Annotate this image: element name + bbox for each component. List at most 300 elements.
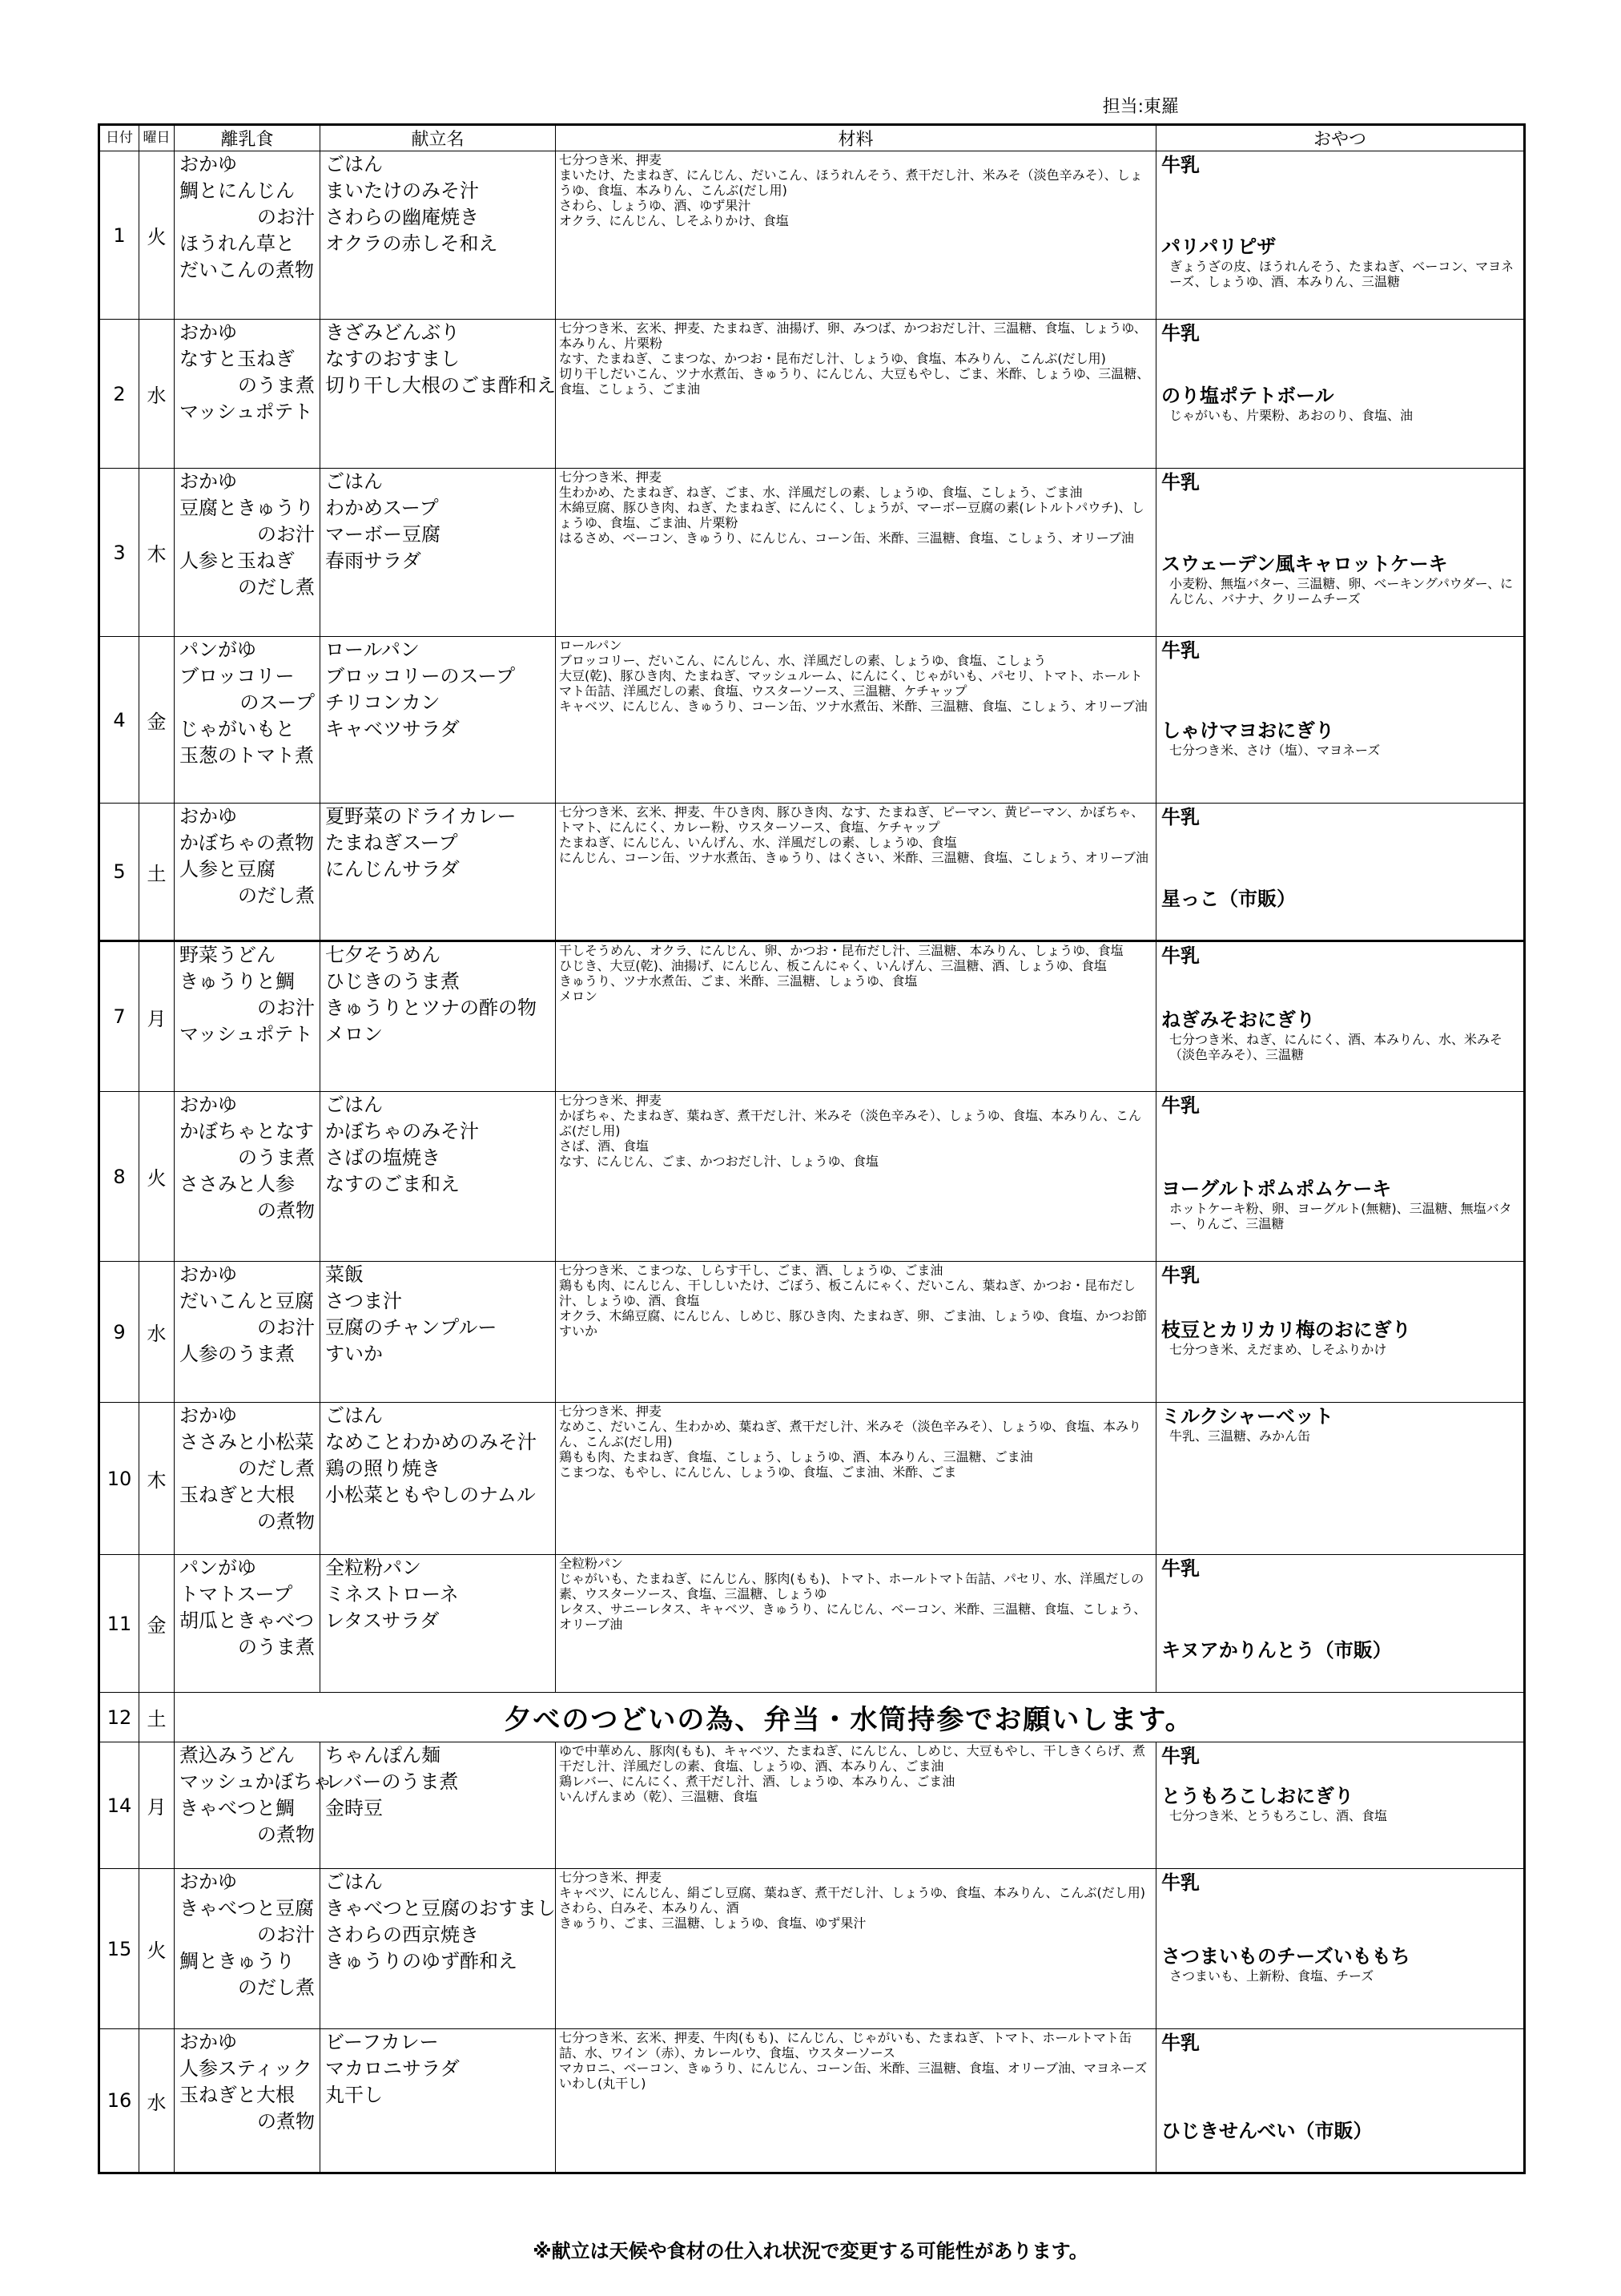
snack-name: 牛乳 [1161,1745,1200,1767]
ingredient-line: 七分つき米、押麦 [559,469,662,485]
snack-name: 牛乳 [1161,806,1200,828]
snack-ingredients: 七分つき米、えだまめ、しそふりかけ [1169,1342,1387,1357]
baby-food-item: なすと玉ねぎ [179,348,295,370]
day-weekday: 火 [139,151,175,320]
day-weekday: 月 [139,1742,175,1869]
ingredient-line: さわら、しょうゆ、酒、ゆず果汁 [559,198,751,213]
snack-name: 牛乳 [1161,322,1200,344]
baby-food-cell [175,1555,320,1693]
baby-food-list [175,469,320,601]
snack-name: 牛乳 [1161,154,1200,176]
menu-item: ロールパン [325,638,420,661]
snack-cell [1156,1742,1525,1869]
baby-food-item: 人参と豆腐 [179,858,276,880]
baby-food-cell [175,1742,332,1869]
day-date: 9 [99,1262,139,1403]
baby-food-item: 人参と玉ねぎ [179,550,295,572]
baby-food-list [175,1555,320,1661]
ingredients-cell [556,804,1156,941]
snack-list [1156,804,1523,912]
snack-name: 牛乳 [1161,1557,1200,1580]
menu-list [320,804,555,883]
menu-item: 春雨サラダ [325,550,421,572]
menu-body [99,151,1525,2173]
day-date: 7 [99,941,139,1092]
ingredient-line: にんじん、コーン缶、ツナ水煮缶、きゅうり、はくさい、米酢、三温糖、食塩、こしょう、オリーブ油 [559,850,1148,865]
baby-food-list [175,1869,320,2001]
ingredient-line: マカロニ、ベーコン、きゅうり、にんじん、コーン缶、米酢、三温糖、食塩、オリーブ油、マヨネーズ [559,2060,1148,2076]
menu-list [320,1742,555,1822]
menu-list [320,1092,555,1198]
snack-list [1156,1092,1523,1233]
ingredient-line: キャベツ、にんじん、きゅうり、コーン缶、ツナ水煮缶、米酢、三温糖、食塩、こしょう、オリーブ油 [559,699,1148,714]
baby-food-list [175,942,320,1048]
ingredient-line: なす、たまねぎ、こまつな、かつお・昆布だし汁、しょうゆ、食塩、本みりん、こんぶ(だし用) [559,351,1106,366]
menu-item: マーボー豆腐 [325,523,440,546]
menu-list [320,637,555,743]
menu-list [320,469,555,574]
menu-list [320,942,555,1048]
menu-item: きゅうりとツナの酢の物 [325,997,537,1019]
ingredient-line: いわし(丸干し) [559,2076,646,2091]
baby-food-item: だいこんの煮物 [179,259,314,281]
baby-food-list [175,2029,320,2135]
day-weekday: 火 [139,1869,175,2029]
menu-list [320,2029,555,2109]
menu-item: きざみどんぶり [325,321,460,344]
snack-ingredients: ホットケーキ粉、卵、ヨーグルト(無糖)、三温糖、無塩バター、りんご、三温糖 [1169,1201,1512,1231]
day-date: 10 [99,1403,139,1555]
baby-food-list [175,1262,320,1368]
ingredient-line: はるさめ、ベーコン、きゅうり、にんじん、コーン缶、米酢、三温糖、食塩、こしょう、オリーブ油 [559,530,1134,546]
menu-cell [320,941,556,1092]
snack-ingredients: 七分つき米、ねぎ、にんにく、酒、本みりん、水、米みそ（淡色辛みそ）、三温糖 [1169,1032,1503,1062]
day-row [99,1869,1525,2029]
baby-food-item: きゃべつと鯛 [179,1797,295,1819]
footer-note: ※献立は天候や食材の仕入れ状況で変更する可能性があります。 [533,2240,1088,2262]
menu-cell [320,1869,556,2029]
baby-food-item: だいこんと豆腐 [179,1290,314,1312]
menu-item: ミネストローネ [325,1583,459,1605]
menu-item: まいたけのみそ汁 [325,179,479,202]
snack-name: 星っこ（市販） [1161,888,1296,910]
header-ingredients: 材料 [556,125,1156,151]
menu-item: ひじきのうま煮 [325,970,460,993]
ingredients-list [556,320,1156,397]
baby-food-item: のうま煮 [238,374,315,397]
ingredient-line: 木綿豆腐、豚ひき肉、ねぎ、たまねぎ、にんにく、しょうが、マーボー豆腐の素(レトルトパウチ)、しょうゆ、食塩、ごま油、片栗粉 [559,500,1144,530]
snack-list [1156,942,1523,1064]
menu-cell [320,1742,556,1869]
menu-item: 夏野菜のドライカレー [325,805,517,828]
baby-food-cell [175,804,320,941]
day-weekday: 金 [139,1555,175,1693]
ingredient-line: こまつな、もやし、にんじん、しょうゆ、食塩、ごま油、米酢、ごま [559,1464,957,1480]
ingredients-cell [556,320,1156,469]
menu-item: わかめスープ [325,497,439,519]
baby-food-item: のお汁 [257,206,315,228]
ingredients-list [556,942,1156,1005]
baby-food-item: じゃがいもと [179,718,295,740]
day-row [99,1092,1525,1262]
menu-item: 豆腐のチャンプルー [325,1316,497,1339]
snack-cell [1156,1555,1525,1693]
snack-name: 牛乳 [1161,471,1200,493]
ingredient-line: かぼちゃ、たまねぎ、葉ねぎ、煮干だし汁、米みそ（淡色辛みそ）、しょうゆ、食塩、本みりん、こんぶ(だし用) [559,1108,1142,1138]
ingredient-line: 切り干しだいこん、ツナ水煮缶、きゅうり、にんじん、大豆もやし、ごま、米酢、しょうゆ、三温糖、食塩、こしょう、ごま油 [559,366,1150,397]
baby-food-item: のだし煮 [238,884,315,907]
snack-name: 牛乳 [1161,1094,1200,1117]
menu-item: さつま汁 [325,1290,402,1312]
day-date: 14 [99,1742,139,1869]
ingredient-line: オクラ、にんじん、しそふりかけ、食塩 [559,213,789,228]
snack-cell [1156,469,1525,637]
menu-item: 鶏の照り焼き [325,1457,440,1480]
snack-cell [1156,151,1525,320]
ingredients-list [556,1742,1156,1805]
snack-name: 牛乳 [1161,1264,1200,1287]
baby-food-cell [175,941,320,1092]
header-date: 日付 [99,125,139,151]
day-date: 15 [99,1869,139,2029]
day-row [99,1693,1525,1742]
menu-item: チリコンカン [325,691,440,714]
person-in-charge: 担当:東羅 [1102,97,1179,117]
ingredient-line: 七分つき米、押麦 [559,1870,662,1885]
day-row [99,2029,1525,2173]
day-row [99,637,1525,804]
menu-item: 丸干し [325,2084,383,2106]
day-date: 11 [99,1555,139,1693]
day-date: 2 [99,320,139,469]
ingredient-line: まいたけ、たまねぎ、にんじん、だいこん、ほうれんそう、煮干だし汁、米みそ（淡色辛みそ）、しょうゆ、食塩、本みりん、こんぶ(だし用) [559,167,1143,198]
baby-food-cell [175,1262,320,1403]
baby-food-item: のだし煮 [238,576,315,598]
snack-ingredients: 七分つき米、とうもろこし、酒、食塩 [1169,1808,1388,1823]
menu-item: ごはん [325,1404,383,1427]
ingredients-cell [556,2029,1156,2173]
ingredient-line: レタス、サニーレタス、キャベツ、きゅうり、にんじん、ベーコン、米酢、三温糖、食塩、こしょう、オリーブ油 [559,1601,1147,1632]
ingredients-list [556,1262,1156,1339]
snack-name: ねぎみそおにぎり [1161,1009,1315,1031]
ingredient-line: 七分つき米、玄米、押麦、牛肉(もも)、にんじん、じゃがいも、たまねぎ、トマト、ホールトマト缶詰、水、ワイン（赤）、カレールウ、食塩、ウスターソース [559,2030,1132,2060]
snack-ingredients: さつまいも、上新粉、食塩、チーズ [1169,1968,1374,1984]
ingredients-list [556,1555,1156,1633]
snack-name: さつまいものチーズいももち [1161,1945,1410,1968]
menu-item: マカロニサラダ [325,2057,460,2080]
ingredient-line: なす、にんじん、ごま、かつおだし汁、しょうゆ、食塩 [559,1154,879,1169]
menu-cell [320,637,556,804]
baby-food-item: 煮込みうどん [179,1744,295,1766]
menu-item: キャベツサラダ [325,718,460,740]
baby-food-item: おかゆ [179,1871,237,1893]
baby-food-item: のお汁 [257,523,315,546]
menu-item: レバーのうま煮 [325,1770,459,1793]
baby-food-item: 胡瓜ときゃべつ [179,1609,314,1632]
day-row [99,1403,1525,1555]
menu-cell [320,1092,556,1262]
menu-table [98,123,1526,2174]
baby-food-cell [175,469,320,637]
day-weekday: 水 [139,2029,175,2173]
baby-food-item: 玉ねぎと大根 [179,2084,295,2106]
menu-item: 切り干し大根のごま酢和え [325,374,556,397]
ingredient-line: いんげんまめ（乾）、三温糖、食塩 [559,1789,758,1804]
ingredient-line: 七分つき米、押麦 [559,1404,662,1419]
snack-name: キヌアかりんとう（市販） [1161,1639,1392,1662]
ingredient-line: メロン [559,989,598,1004]
baby-food-item: おかゆ [179,2031,237,2053]
menu-item: オクラの赤しそ和え [325,232,498,255]
baby-food-cell [175,1092,320,1262]
menu-item: すいか [325,1343,383,1365]
menu-cell [320,1403,556,1555]
baby-food-cell [175,320,320,469]
day-date: 8 [99,1092,139,1262]
menu-item: レタスサラダ [325,1609,440,1632]
snack-list [1156,151,1523,291]
ingredient-line: 鶏もも肉、たまねぎ、食塩、こしょう、しょうゆ、酒、本みりん、三温糖、ごま油 [559,1449,1033,1464]
baby-food-cell [175,2029,320,2173]
ingredient-line: きゅうり、ツナ水煮缶、ごま、米酢、三温糖、しょうゆ、食塩 [559,973,918,989]
day-date: 3 [99,469,139,637]
menu-list [320,1403,555,1509]
menu-cell [320,320,556,469]
baby-food-item: のだし煮 [238,1976,315,1999]
ingredients-cell [556,469,1156,637]
baby-food-item: 豆腐ときゅうり [179,497,314,519]
snack-cell [1156,1403,1525,1555]
baby-food-item: のお汁 [257,1923,315,1946]
ingredient-line: ゆで中華めん、豚肉(もも)、キャベツ、たまねぎ、にんじん、しめじ、大豆もやし、干しきくらげ、煮干だし汁、洋風だしの素、食塩、しょうゆ、酒、本みりん、ごま油 [559,1743,1146,1774]
baby-food-item: おかゆ [179,321,237,344]
ingredients-list [556,2029,1156,2092]
snack-list [1156,1555,1523,1664]
baby-food-item: の煮物 [257,2110,315,2133]
baby-food-item: のスープ [239,691,315,714]
baby-food-item: かぼちゃの煮物 [179,832,314,854]
header-snack: おやつ [1156,125,1525,151]
snack-name: 牛乳 [1161,2032,1200,2054]
menu-item: なすのごま和え [325,1173,460,1195]
menu-item: ごはん [325,470,383,493]
snack-name: ひじきせんべい（市販） [1161,2120,1373,2142]
snack-ingredients: 小麦粉、無塩バター、三温糖、卵、ベーキングパウダー、にんじん、バナナ、クリームチーズ [1169,576,1514,606]
baby-food-item: ささみと小松菜 [179,1431,314,1453]
baby-food-list [175,320,320,425]
ingredient-line: 七分つき米、玄米、押麦、牛ひき肉、豚ひき肉、なす、たまねぎ、ピーマン、黄ピーマン、かぼちゃ、トマト、にんにく、カレー粉、ウスターソース、食塩、ケチャップ [559,804,1144,835]
day-row [99,469,1525,637]
day-date: 5 [99,804,139,941]
ingredient-line: 七分つき米、玄米、押麦、たまねぎ、油揚げ、卵、みつば、かつおだし汁、三温糖、食塩、しょうゆ、本みりん、片栗粉 [559,320,1147,351]
ingredient-line: オクラ、木綿豆腐、にんじん、しめじ、豚ひき肉、たまねぎ、卵、ごま油、しょうゆ、食塩、かつお節 [559,1308,1148,1323]
ingredient-line: すいか [559,1323,598,1339]
menu-list [320,1555,555,1634]
day-date: 16 [99,2029,139,2173]
menu-list [320,1869,555,1975]
menu-item: なすのおすまし [325,348,460,370]
baby-food-list [175,1742,332,1848]
baby-food-item: きゅうりと鯛 [179,970,295,993]
ingredient-line: 鶏レバー、にんにく、煮干だし汁、酒、しょうゆ、本みりん、ごま油 [559,1774,955,1789]
ingredient-line: ひじき、大豆(乾)、油揚げ、にんじん、板こんにゃく、いんげん、三温糖、酒、しょうゆ、食塩 [559,958,1107,973]
baby-food-item: のうま煮 [238,1636,315,1658]
snack-name: 牛乳 [1161,639,1200,662]
menu-item: 金時豆 [325,1797,383,1819]
baby-food-list [175,1403,320,1535]
snack-cell [1156,1262,1525,1403]
menu-item: ちゃんぽん麺 [325,1744,440,1766]
menu-list [320,1262,555,1368]
menu-item: たまねぎスープ [325,832,458,854]
baby-food-cell [175,151,320,320]
snack-cell [1156,941,1525,1092]
day-weekday: 水 [139,320,175,469]
menu-item: ごはん [325,153,383,175]
baby-food-cell [175,1869,320,2029]
ingredient-line: 生わかめ、たまねぎ、ねぎ、ごま、水、洋風だしの素、しょうゆ、食塩、こしょう、ごま油 [559,485,1083,500]
ingredient-line: 七分つき米、押麦 [559,1093,662,1108]
day-weekday: 土 [139,804,175,941]
baby-food-item: 鯛ときゅうり [179,1950,295,1972]
baby-food-item: きゃべつと豆腐 [179,1897,314,1919]
baby-food-item: ほうれん草と [179,232,295,255]
baby-food-item: 人参のうま煮 [179,1343,295,1365]
day-weekday: 木 [139,469,175,637]
header-baby-food: 離乳食 [175,125,320,151]
snack-cell [1156,804,1525,941]
snack-list [1156,1742,1523,1825]
day-row [99,151,1525,320]
snack-ingredients: 七分つき米、さけ（塩）、マヨネーズ [1169,743,1381,758]
day-weekday: 月 [139,941,175,1092]
ingredients-list [556,1403,1156,1480]
snack-name: 牛乳 [1161,945,1200,967]
menu-item: メロン [325,1023,383,1045]
baby-food-item: かぼちゃとなす [179,1120,314,1142]
ingredients-cell [556,151,1156,320]
baby-food-item: 鯛とにんじん [179,179,295,202]
snack-ingredients: じゃがいも、片栗粉、あおのり、食塩、油 [1169,408,1414,423]
baby-food-item: の煮物 [257,1199,315,1222]
day-row [99,941,1525,1092]
ingredient-line: さば、酒、食塩 [559,1138,650,1154]
baby-food-item: パンがゆ [179,638,256,661]
baby-food-cell [175,637,320,804]
day-date: 4 [99,637,139,804]
ingredient-line: キャベツ、にんじん、絹ごし豆腐、葉ねぎ、煮干だし汁、しょうゆ、食塩、本みりん、こんぶ(だし用) [559,1885,1146,1900]
baby-food-item: おかゆ [179,1094,237,1116]
snack-ingredients: ぎょうざの皮、ほうれんそう、たまねぎ、ベーコン、マヨネーズ、しょうゆ、酒、本みりん、三温糖 [1169,259,1514,289]
baby-food-item: の煮物 [257,1510,315,1533]
snack-list [1156,320,1523,425]
menu-item: きゃべつと豆腐のおすまし [325,1897,556,1919]
baby-food-item: マッシュポテト [179,401,313,423]
menu-item: かぼちゃのみそ汁 [325,1120,479,1142]
day-weekday: 木 [139,1403,175,1555]
ingredient-line: なめこ、だいこん、生わかめ、葉ねぎ、煮干だし汁、米みそ（淡色辛みそ）、しょうゆ、食塩、本みりん、こんぶ(だし用) [559,1419,1142,1449]
snack-cell [1156,2029,1525,2173]
snack-name: 枝豆とカリカリ梅のおにぎり [1161,1319,1411,1341]
snack-list [1156,1869,1523,1985]
ingredient-line: 干しそうめん、オクラ、にんじん、卵、かつお・昆布だし汁、三温糖、本みりん、しょうゆ、食塩 [559,943,1124,958]
menu-list [320,151,555,257]
ingredients-list [556,1092,1156,1170]
snack-cell [1156,1092,1525,1262]
day-weekday: 水 [139,1262,175,1403]
snack-list [1156,1262,1523,1359]
ingredient-line: さわら、白みそ、本みりん、酒 [559,1900,739,1915]
snack-list [1156,469,1523,608]
day-row [99,804,1525,941]
snack-list [1156,1403,1523,1445]
baby-food-list [175,1092,320,1224]
menu-cell [320,1262,556,1403]
ingredient-line: きゅうり、ごま、三温糖、しょうゆ、食塩、ゆず果汁 [559,1915,867,1931]
header-dow: 曜日 [139,125,175,151]
day-row [99,1555,1525,1693]
baby-food-list [175,637,320,769]
baby-food-item: おかゆ [179,1404,237,1427]
ingredient-line: 大豆(乾)、豚ひき肉、たまねぎ、マッシュルーム、にんにく、じゃがいも、パセリ、トマト、ホールトマト缶詰、洋風だしの素、食塩、ウスターソース、三温糖、ケチャップ [559,668,1143,699]
ingredients-cell [556,637,1156,804]
baby-food-item: マッシュかぼちゃ [179,1770,332,1793]
baby-food-item: マッシュポテト [179,1023,313,1045]
snack-list [1156,2029,1523,2145]
snack-name: スウェーデン風キャロットケーキ [1161,553,1448,575]
menu-item: さわらの西京焼き [325,1923,479,1946]
baby-food-item: パンがゆ [179,1557,256,1579]
snack-name: のり塩ポテトボール [1161,385,1334,407]
snack-cell [1156,320,1525,469]
baby-food-item: のお汁 [257,1316,315,1339]
header-row [99,125,1525,151]
ingredient-line: じゃがいも、たまねぎ、にんじん、豚肉(もも)、トマト、ホールトマト缶詰、パセリ、水、洋風だしの素、ウスターソース、食塩、三温糖、しょうゆ [559,1571,1144,1601]
baby-food-item: のお汁 [257,997,315,1019]
lunch-notice: 夕べのつどいの為、弁当・水筒持参でお願いします。 [175,1693,1525,1742]
baby-food-list [175,151,320,284]
menu-item: 小松菜ともやしのナムル [325,1484,536,1506]
baby-food-item: おかゆ [179,1263,237,1286]
menu-item: さわらの幽庵焼き [325,206,479,228]
snack-name: 牛乳 [1161,1871,1200,1894]
ingredients-cell [556,1403,1156,1555]
baby-food-item: ささみと人参 [179,1173,295,1195]
menu-cell [320,2029,556,2173]
menu-cell [320,804,556,941]
menu-item: ごはん [325,1871,383,1893]
ingredients-cell [556,1555,1156,1693]
ingredients-list [556,1869,1156,1931]
menu-item: さばの塩焼き [325,1146,440,1169]
baby-food-item: ブロッコリー [179,665,295,687]
baby-food-item: トマトスープ [179,1583,293,1605]
ingredients-cell [556,941,1156,1092]
baby-food-item: おかゆ [179,805,237,828]
ingredient-line: 全粒粉パン [559,1556,624,1571]
day-date: 1 [99,151,139,320]
snack-name: ヨーグルトポムポムケーキ [1161,1178,1392,1200]
baby-food-item: おかゆ [179,153,237,175]
baby-food-item: おかゆ [179,470,237,493]
ingredients-cell [556,1092,1156,1262]
day-date: 12 [99,1693,139,1742]
baby-food-item: の煮物 [257,1823,315,1846]
snack-list [1156,637,1523,759]
ingredient-line: たまねぎ、にんじん、いんげん、水、洋風だしの素、しょうゆ、食塩 [559,835,957,850]
ingredient-line: 七分つき米、こまつな、しらす干し、ごま、酒、しょうゆ、ごま油 [559,1263,943,1278]
baby-food-item: 玉葱のトマト煮 [179,744,314,767]
